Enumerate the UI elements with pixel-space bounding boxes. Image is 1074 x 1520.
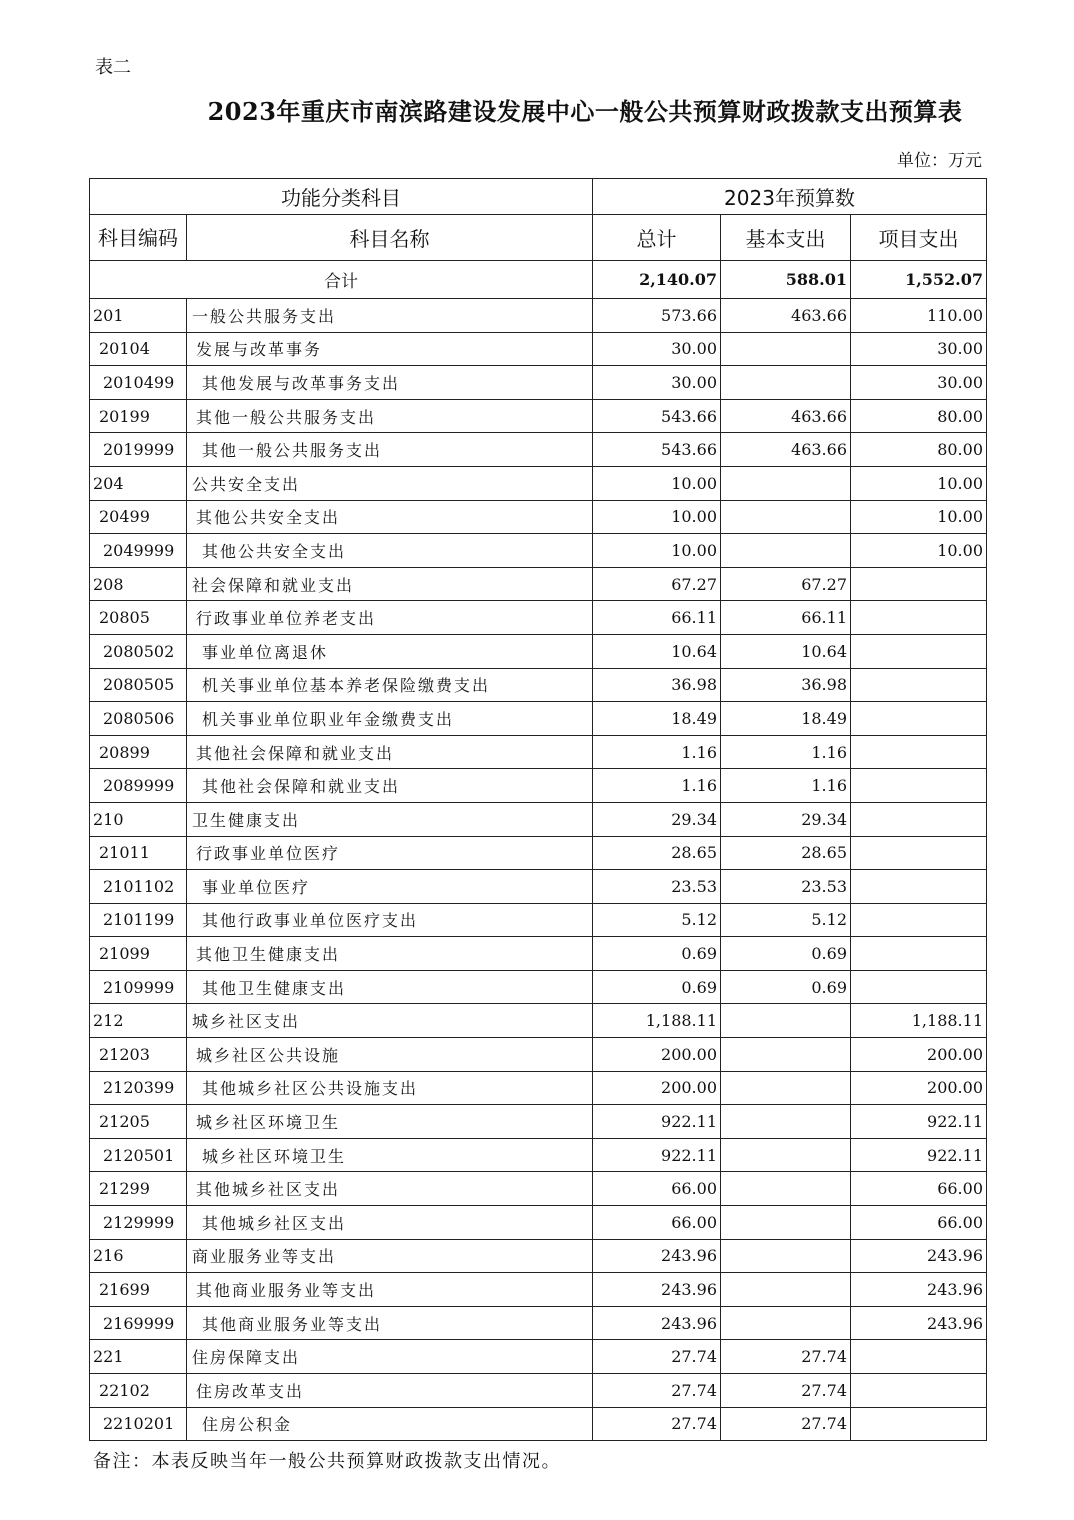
row-name: 机关事业单位职业年金缴费支出 xyxy=(187,702,593,736)
row-project xyxy=(851,1374,987,1408)
unit-label: 单位：万元 xyxy=(897,151,982,171)
row-total: 922.11 xyxy=(593,1138,721,1172)
row-total: 573.66 xyxy=(593,299,721,333)
row-project xyxy=(851,870,987,904)
table-row xyxy=(90,399,987,433)
row-total: 10.00 xyxy=(593,500,721,534)
row-code: 2019999 xyxy=(90,433,187,467)
row-project: 922.11 xyxy=(851,1105,987,1139)
row-name: 其他城乡社区支出 xyxy=(187,1206,593,1240)
row-basic: 23.53 xyxy=(721,870,851,904)
code-header: 科目编码 xyxy=(90,215,187,261)
row-code: 2010499 xyxy=(90,366,187,400)
row-basic xyxy=(721,1206,851,1240)
row-basic: 36.98 xyxy=(721,668,851,702)
row-basic: 463.66 xyxy=(721,433,851,467)
row-basic xyxy=(721,1172,851,1206)
row-project: 10.00 xyxy=(851,500,987,534)
row-total: 243.96 xyxy=(593,1306,721,1340)
table-row xyxy=(90,1273,987,1307)
row-name: 其他发展与改革事务支出 xyxy=(187,366,593,400)
table-row xyxy=(90,1172,987,1206)
row-project: 66.00 xyxy=(851,1206,987,1240)
row-project xyxy=(851,1407,987,1441)
row-name: 商业服务业等支出 xyxy=(187,1239,593,1273)
row-code: 21099 xyxy=(90,937,187,971)
row-total: 10.00 xyxy=(593,466,721,500)
row-basic: 27.74 xyxy=(721,1407,851,1441)
row-name: 其他商业服务业等支出 xyxy=(187,1306,593,1340)
table-row xyxy=(90,534,987,568)
row-name: 其他一般公共服务支出 xyxy=(187,399,593,433)
budget-table xyxy=(89,178,987,1441)
row-project: 243.96 xyxy=(851,1273,987,1307)
table-row xyxy=(90,1407,987,1441)
row-project: 10.00 xyxy=(851,534,987,568)
row-project: 30.00 xyxy=(851,332,987,366)
row-name: 其他卫生健康支出 xyxy=(187,970,593,1004)
row-code: 2120399 xyxy=(90,1071,187,1105)
row-project xyxy=(851,903,987,937)
row-total: 66.00 xyxy=(593,1172,721,1206)
row-total: 243.96 xyxy=(593,1273,721,1307)
table-row xyxy=(90,937,987,971)
row-total: 543.66 xyxy=(593,399,721,433)
total-basic: 588.01 xyxy=(721,261,851,299)
row-basic xyxy=(721,1038,851,1072)
row-code: 2049999 xyxy=(90,534,187,568)
row-code: 204 xyxy=(90,466,187,500)
table-row xyxy=(90,567,987,601)
table-row xyxy=(90,366,987,400)
row-name: 其他一般公共服务支出 xyxy=(187,433,593,467)
row-project: 30.00 xyxy=(851,366,987,400)
row-total: 30.00 xyxy=(593,366,721,400)
row-name: 其他商业服务业等支出 xyxy=(187,1273,593,1307)
row-name: 其他行政事业单位医疗支出 xyxy=(187,903,593,937)
row-basic xyxy=(721,534,851,568)
table-row xyxy=(90,802,987,836)
row-name: 其他社会保障和就业支出 xyxy=(187,735,593,769)
row-basic xyxy=(721,366,851,400)
row-total: 1,188.11 xyxy=(593,1004,721,1038)
row-code: 21205 xyxy=(90,1105,187,1139)
row-basic xyxy=(721,332,851,366)
table-row xyxy=(90,500,987,534)
row-code: 2129999 xyxy=(90,1206,187,1240)
row-total: 36.98 xyxy=(593,668,721,702)
row-name: 城乡社区支出 xyxy=(187,1004,593,1038)
row-code: 2080506 xyxy=(90,702,187,736)
row-project: 80.00 xyxy=(851,399,987,433)
row-basic: 18.49 xyxy=(721,702,851,736)
table-row xyxy=(90,1374,987,1408)
row-total: 10.64 xyxy=(593,634,721,668)
row-name: 其他城乡社区公共设施支出 xyxy=(187,1071,593,1105)
row-total: 1.16 xyxy=(593,769,721,803)
row-code: 2080505 xyxy=(90,668,187,702)
row-project xyxy=(851,634,987,668)
row-project: 80.00 xyxy=(851,433,987,467)
row-project xyxy=(851,702,987,736)
row-basic: 1.16 xyxy=(721,735,851,769)
row-project xyxy=(851,567,987,601)
row-basic: 10.64 xyxy=(721,634,851,668)
row-total: 18.49 xyxy=(593,702,721,736)
row-name: 社会保障和就业支出 xyxy=(187,567,593,601)
row-basic: 463.66 xyxy=(721,299,851,333)
table-row xyxy=(90,668,987,702)
row-basic: 5.12 xyxy=(721,903,851,937)
row-project xyxy=(851,836,987,870)
row-code: 21699 xyxy=(90,1273,187,1307)
row-name: 卫生健康支出 xyxy=(187,802,593,836)
row-name: 其他城乡社区支出 xyxy=(187,1172,593,1206)
budget-header: 2023年预算数 xyxy=(593,179,987,215)
row-basic xyxy=(721,1306,851,1340)
row-code: 2109999 xyxy=(90,970,187,1004)
row-total: 243.96 xyxy=(593,1239,721,1273)
row-name: 城乡社区公共设施 xyxy=(187,1038,593,1072)
table-row xyxy=(90,601,987,635)
row-code: 221 xyxy=(90,1340,187,1374)
row-project: 66.00 xyxy=(851,1172,987,1206)
row-code: 22102 xyxy=(90,1374,187,1408)
row-basic xyxy=(721,1004,851,1038)
table-row xyxy=(90,836,987,870)
row-code: 2120501 xyxy=(90,1138,187,1172)
footnote: 备注：本表反映当年一般公共预算财政拨款支出情况。 xyxy=(93,1451,561,1472)
row-project: 110.00 xyxy=(851,299,987,333)
row-total: 66.00 xyxy=(593,1206,721,1240)
table-row xyxy=(90,1004,987,1038)
row-name: 城乡社区环境卫生 xyxy=(187,1138,593,1172)
row-total: 27.74 xyxy=(593,1407,721,1441)
row-code: 20199 xyxy=(90,399,187,433)
row-total: 922.11 xyxy=(593,1105,721,1139)
row-total: 27.74 xyxy=(593,1374,721,1408)
row-project xyxy=(851,970,987,1004)
row-project: 243.96 xyxy=(851,1239,987,1273)
row-basic: 0.69 xyxy=(721,970,851,1004)
row-code: 2169999 xyxy=(90,1306,187,1340)
row-name: 一般公共服务支出 xyxy=(187,299,593,333)
row-project: 243.96 xyxy=(851,1306,987,1340)
row-project xyxy=(851,668,987,702)
row-name: 行政事业单位养老支出 xyxy=(187,601,593,635)
row-name: 其他社会保障和就业支出 xyxy=(187,769,593,803)
row-code: 20499 xyxy=(90,500,187,534)
row-total: 543.66 xyxy=(593,433,721,467)
row-name: 住房改革支出 xyxy=(187,1374,593,1408)
row-code: 210 xyxy=(90,802,187,836)
row-basic: 66.11 xyxy=(721,601,851,635)
row-basic: 67.27 xyxy=(721,567,851,601)
row-basic: 28.65 xyxy=(721,836,851,870)
row-basic: 27.74 xyxy=(721,1340,851,1374)
row-basic: 0.69 xyxy=(721,937,851,971)
row-name: 其他公共安全支出 xyxy=(187,534,593,568)
row-code: 212 xyxy=(90,1004,187,1038)
row-project: 200.00 xyxy=(851,1038,987,1072)
project-header: 项目支出 xyxy=(851,215,987,261)
table-number: 表二 xyxy=(95,57,131,78)
total-project: 1,552.07 xyxy=(851,261,987,299)
name-header: 科目名称 xyxy=(187,215,593,261)
table-row xyxy=(90,1038,987,1072)
row-code: 201 xyxy=(90,299,187,333)
row-code: 20899 xyxy=(90,735,187,769)
table-row xyxy=(90,702,987,736)
row-total: 200.00 xyxy=(593,1038,721,1072)
row-name: 行政事业单位医疗 xyxy=(187,836,593,870)
table-row xyxy=(90,870,987,904)
table-row xyxy=(90,1206,987,1240)
row-basic: 1.16 xyxy=(721,769,851,803)
table-row xyxy=(90,970,987,1004)
row-code: 21011 xyxy=(90,836,187,870)
total-sum: 2,140.07 xyxy=(593,261,721,299)
row-total: 28.65 xyxy=(593,836,721,870)
row-code: 21299 xyxy=(90,1172,187,1206)
row-project xyxy=(851,601,987,635)
row-total: 10.00 xyxy=(593,534,721,568)
row-project xyxy=(851,769,987,803)
table-row xyxy=(90,903,987,937)
row-name: 事业单位医疗 xyxy=(187,870,593,904)
row-name: 住房保障支出 xyxy=(187,1340,593,1374)
row-code: 2080502 xyxy=(90,634,187,668)
table-row xyxy=(90,1306,987,1340)
row-project xyxy=(851,1340,987,1374)
row-project: 200.00 xyxy=(851,1071,987,1105)
row-basic xyxy=(721,1239,851,1273)
total-row xyxy=(90,261,987,299)
row-code: 2089999 xyxy=(90,769,187,803)
row-name: 发展与改革事务 xyxy=(187,332,593,366)
row-code: 2210201 xyxy=(90,1407,187,1441)
total-label: 合计 xyxy=(90,261,593,299)
row-basic xyxy=(721,500,851,534)
basic-header: 基本支出 xyxy=(721,215,851,261)
row-total: 23.53 xyxy=(593,870,721,904)
row-basic xyxy=(721,1138,851,1172)
table-row xyxy=(90,1071,987,1105)
row-total: 0.69 xyxy=(593,970,721,1004)
row-basic: 27.74 xyxy=(721,1374,851,1408)
row-project xyxy=(851,802,987,836)
row-code: 2101199 xyxy=(90,903,187,937)
table-row xyxy=(90,1239,987,1273)
row-project: 922.11 xyxy=(851,1138,987,1172)
row-project xyxy=(851,735,987,769)
row-basic xyxy=(721,1273,851,1307)
table-row xyxy=(90,433,987,467)
table-row xyxy=(90,1105,987,1139)
table-row xyxy=(90,466,987,500)
table-row xyxy=(90,299,987,333)
row-name: 城乡社区环境卫生 xyxy=(187,1105,593,1139)
row-basic: 29.34 xyxy=(721,802,851,836)
functional-header: 功能分类科目 xyxy=(90,179,593,215)
total-header: 总计 xyxy=(593,215,721,261)
row-total: 67.27 xyxy=(593,567,721,601)
row-total: 5.12 xyxy=(593,903,721,937)
row-name: 其他卫生健康支出 xyxy=(187,937,593,971)
row-basic xyxy=(721,1071,851,1105)
row-code: 20805 xyxy=(90,601,187,635)
row-code: 216 xyxy=(90,1239,187,1273)
row-total: 30.00 xyxy=(593,332,721,366)
table-row xyxy=(90,332,987,366)
row-name: 其他公共安全支出 xyxy=(187,500,593,534)
row-name: 公共安全支出 xyxy=(187,466,593,500)
row-total: 0.69 xyxy=(593,937,721,971)
row-project: 1,188.11 xyxy=(851,1004,987,1038)
page-title: 2023年重庆市南滨路建设发展中心一般公共预算财政拨款支出预算表 xyxy=(207,97,963,126)
table-row xyxy=(90,634,987,668)
row-total: 1.16 xyxy=(593,735,721,769)
row-code: 2101102 xyxy=(90,870,187,904)
row-total: 200.00 xyxy=(593,1071,721,1105)
row-code: 208 xyxy=(90,567,187,601)
row-total: 27.74 xyxy=(593,1340,721,1374)
row-total: 29.34 xyxy=(593,802,721,836)
row-project xyxy=(851,937,987,971)
row-code: 21203 xyxy=(90,1038,187,1072)
table-row xyxy=(90,1138,987,1172)
row-name: 住房公积金 xyxy=(187,1407,593,1441)
row-name: 事业单位离退休 xyxy=(187,634,593,668)
row-code: 20104 xyxy=(90,332,187,366)
row-basic xyxy=(721,466,851,500)
table-row xyxy=(90,735,987,769)
row-project: 10.00 xyxy=(851,466,987,500)
table-row xyxy=(90,1340,987,1374)
row-total: 66.11 xyxy=(593,601,721,635)
row-name: 机关事业单位基本养老保险缴费支出 xyxy=(187,668,593,702)
table-row xyxy=(90,769,987,803)
row-basic xyxy=(721,1105,851,1139)
row-basic: 463.66 xyxy=(721,399,851,433)
